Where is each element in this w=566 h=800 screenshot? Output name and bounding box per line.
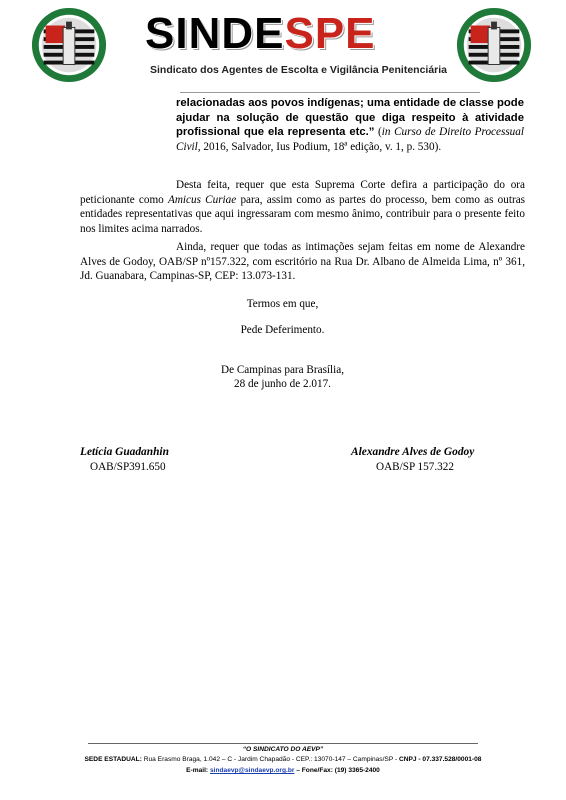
signature-name-right: Alexandre Alves de Godoy (351, 446, 475, 458)
footer-motto-text: “O SINDICATO DO AEVP” (242, 746, 324, 753)
footer-phone: – Fone/Fax: (19) 3365-2400 (294, 767, 380, 774)
union-subtitle: Sindicato dos Agentes de Escolta e Vigilância Penitenciária (150, 64, 448, 76)
paragraph-amicus (80, 178, 525, 236)
footer-sede-label: SEDE ESTADUAL: (84, 756, 142, 763)
closing-termos: Termos em que, (246, 298, 319, 310)
quote-cite-open: ( (374, 126, 382, 139)
signature-oab-right: OAB/SP 157.322 (376, 461, 454, 473)
footer-motto (0, 745, 566, 755)
quote-block (176, 96, 524, 154)
para2-text: Ainda, requer que todas as intimações sejam feitas em nome de Alexandre Alves de Godoy, OAB/SP nº157.322, com escritório na Rua Dr. Albano de Almeida Lima, nº 361, Jd. Guanabara, Campinas-SP, CEP: 13.073-131. (80, 241, 525, 283)
quote-bold-text: relacionadas aos povos indígenas; uma entidade de classe pode ajudar na solução de questão que diga respeito à atividade profissional que ela representa etc.” (176, 97, 524, 139)
para1-after: para, assim como as partes do processo, bem como as outras entidades representativas que aqui ingressaram com mesmo ânimo, contribuir para o presente feito nos limites acima narrados. (80, 193, 526, 235)
footer-sede-address: Rua Erasmo Braga, 1.042 – C - Jardim Chapadão - CEP.: 13070-147 – Campinas/SP - (141, 756, 399, 763)
closing-pede: Pede Deferimento. (240, 324, 325, 336)
union-seal-right-icon (455, 6, 533, 84)
header-divider (180, 92, 480, 93)
paragraph-intimations (80, 240, 525, 284)
quote-cite-rest: 2016, Salvador, Ius Podium, 18ª edição, v. 1, p. 530). (200, 140, 442, 153)
footer-address (0, 755, 566, 765)
quote-cite-work: in Curso de Direito Processual Civil, (176, 126, 524, 153)
footer-email-link[interactable]: sindaevp@sindaevp.org.br (209, 767, 295, 774)
closing-date: 28 de junho de 2.017. (234, 378, 331, 390)
logo-text-black: SINDE (145, 9, 285, 58)
para1-before: Desta feita, requer que esta Suprema Corte defira a participação do ora peticionante como (80, 179, 525, 206)
footer-email-label: E-mail: (186, 767, 210, 774)
union-seal-left-icon (30, 6, 108, 84)
signature-name-left: Letícia Guadanhin (80, 446, 169, 458)
para1-italic: Amicus Curiae (167, 193, 237, 206)
footer-contact (0, 766, 566, 776)
signature-oab-left: OAB/SP391.650 (90, 461, 166, 473)
closing-place: De Campinas para Brasília, (220, 364, 345, 376)
footer-cnpj: CNPJ - 07.337.528/0001-08 (398, 756, 482, 763)
logo-text-red: SPE (284, 9, 376, 58)
union-logo (145, 9, 376, 58)
footer-divider (88, 743, 478, 744)
